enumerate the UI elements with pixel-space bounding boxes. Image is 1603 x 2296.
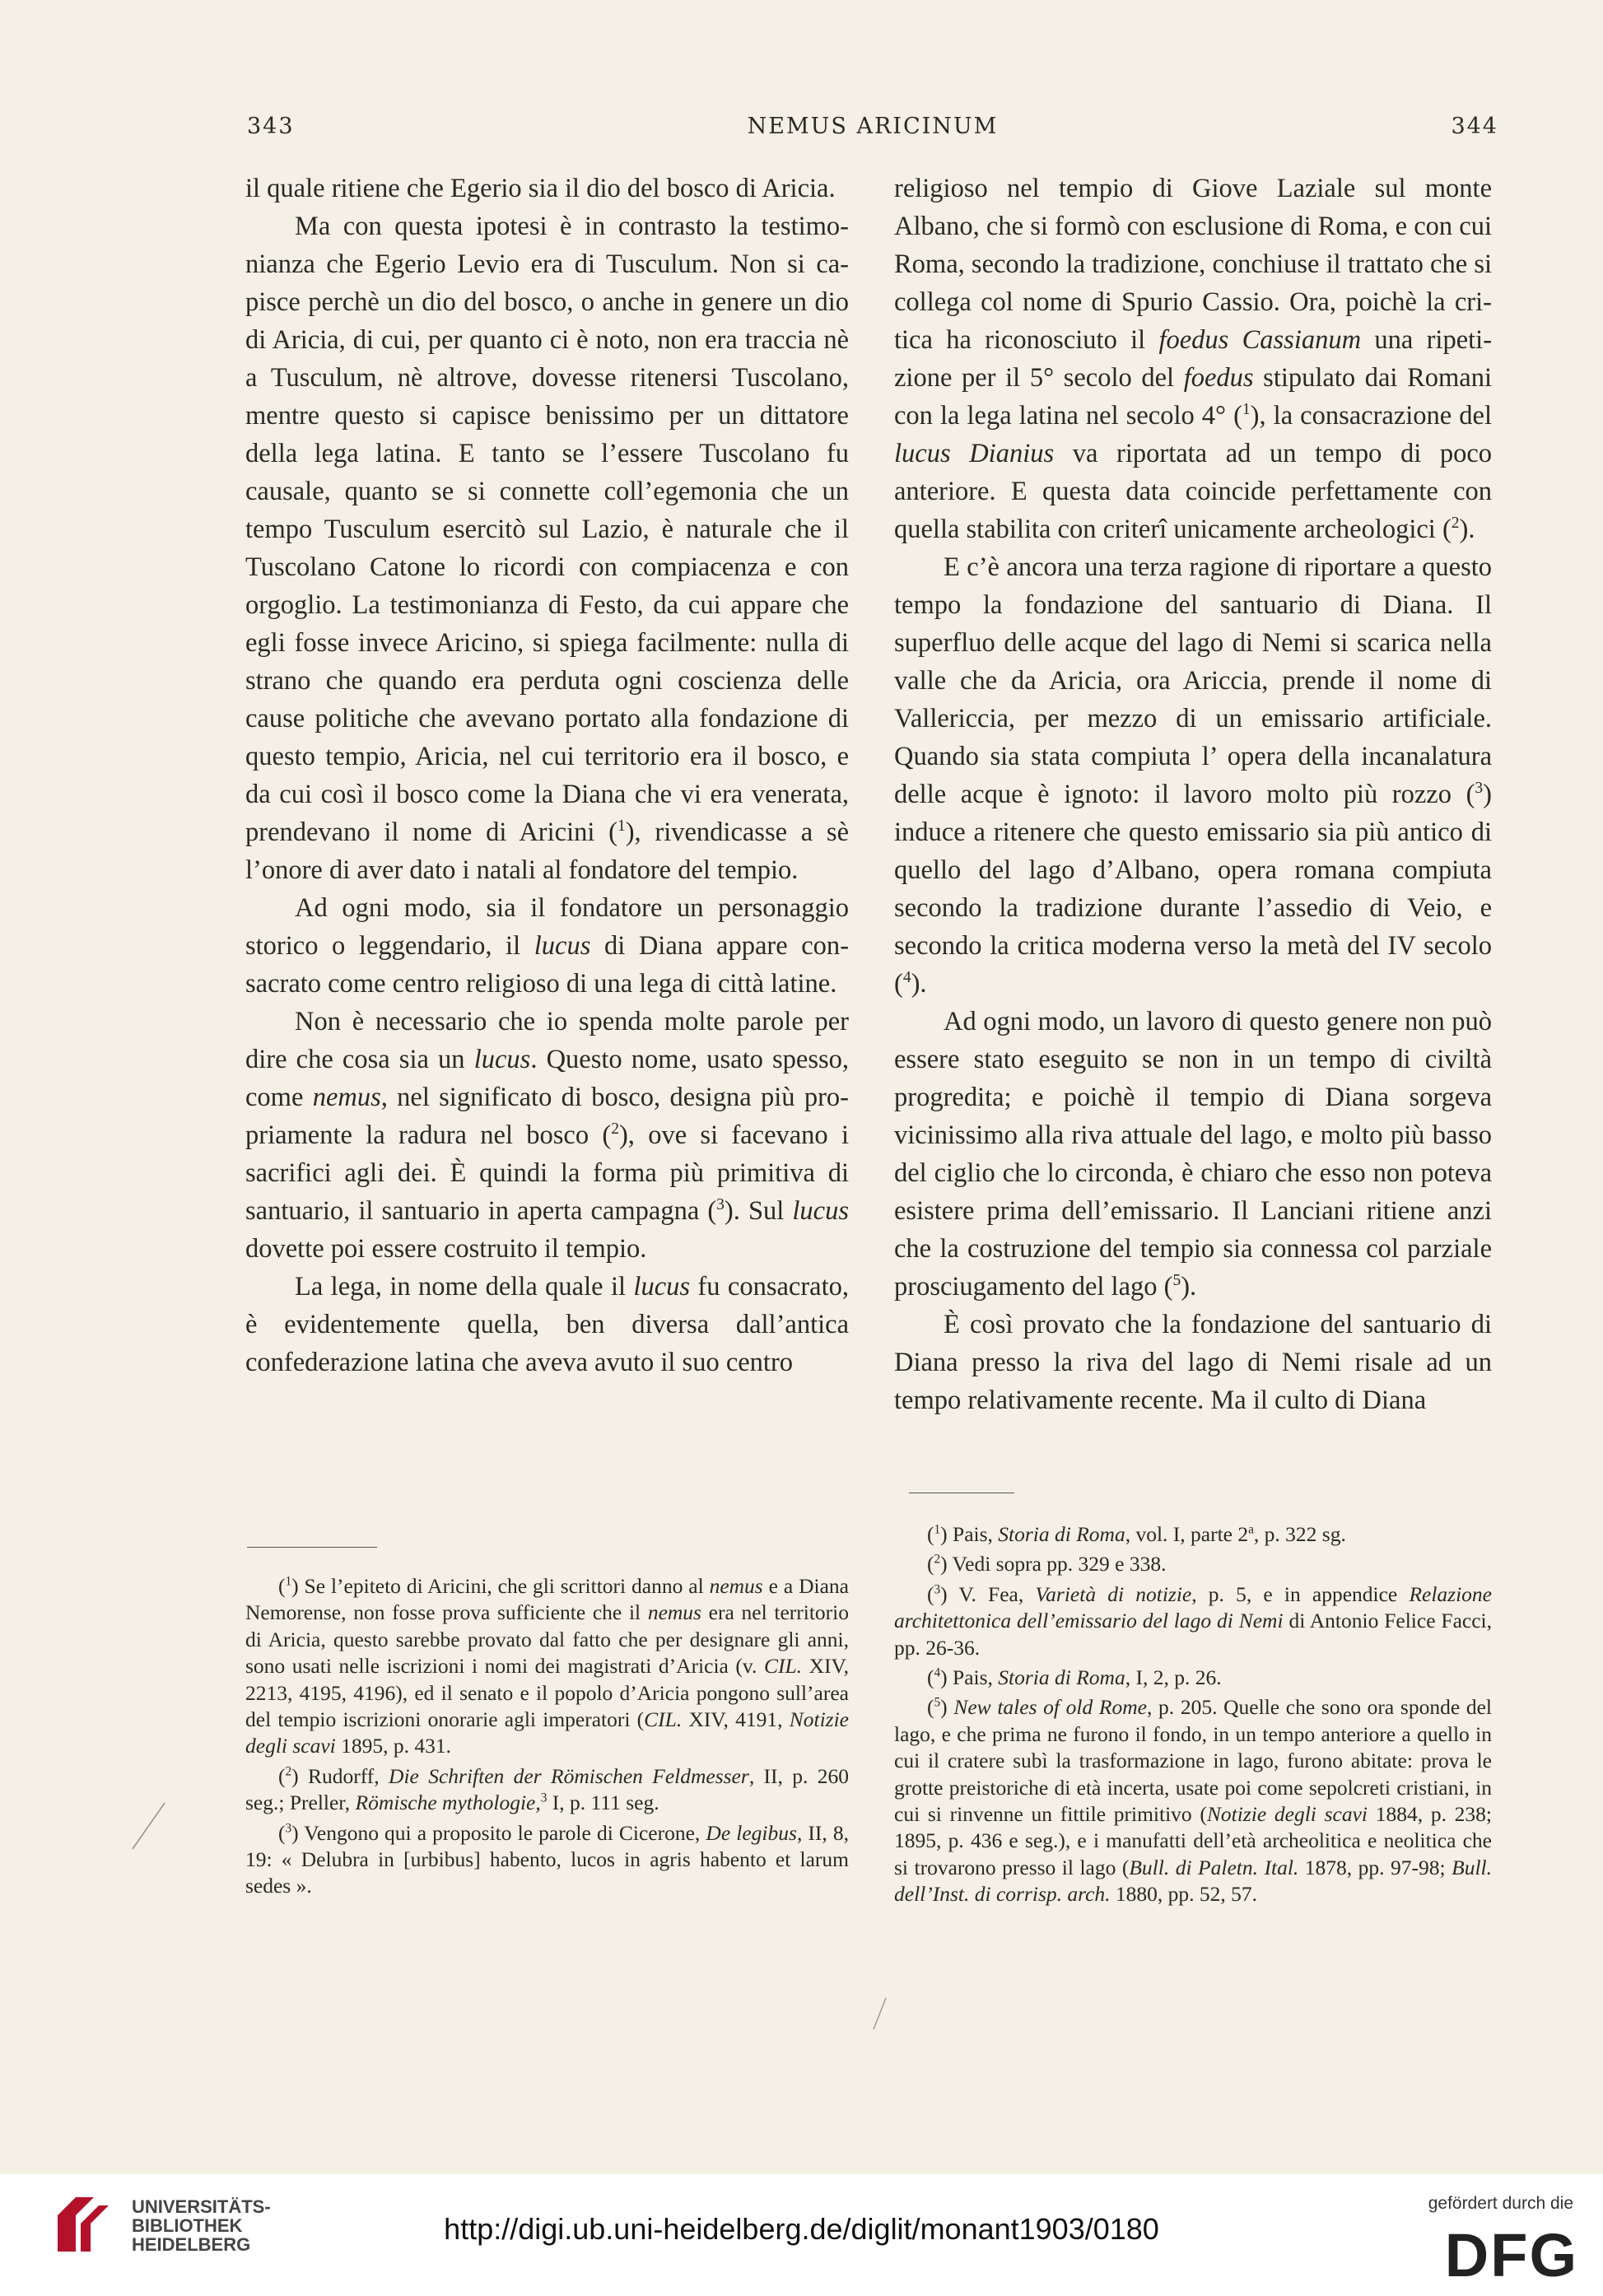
pencil-mark <box>871 1996 888 2031</box>
dfg-logo: DFG <box>1444 2221 1578 2289</box>
right-notes-paragraph: ($^1$) Pais, Storia di Roma, vol. I, parte 2$^a$, p. 322 sg. <box>927 1522 1346 1546</box>
running-head <box>247 114 1498 147</box>
page-number-right: 344 <box>1451 114 1498 139</box>
left-column-text <box>245 170 849 1381</box>
library-name: UNIVERSITÄTS- BIBLIOTHEK HEIDELBERG <box>132 2196 271 2255</box>
right-notes-paragraph: ($^4$) Pais, Storia di Roma, I, 2, p. 26. <box>927 1665 1222 1690</box>
left-notes-paragraph: ($^2$) Rudorff, Die Schriften der Römischen Feldmesser, II, p. 260 seg.; Preller, Römische mythologie,$^3$ I, p. 111 seg. <box>245 1763 850 1815</box>
left-footnotes <box>245 1573 849 1903</box>
funded-by-label: gefördert durch die <box>1428 2194 1573 2213</box>
permalink-url[interactable]: http://digi.ub.uni-heidelberg.de/diglit/monant1903/0180 <box>444 2212 1159 2246</box>
right-column-text <box>894 170 1492 1419</box>
left-column-paragraph: Ad ogni modo, sia il fondatore un personaggio storico o leggendario, il lucus di Diana appare consacrato come centro religioso di una lega di città latine. <box>245 893 850 999</box>
pencil-mark <box>130 1801 166 1852</box>
left-column-paragraph: La lega, in nome della quale il lucus fu consacrato, è evidentemente quella, ben diversa dall’antica confederazione latina che aveva avuto il suo centro <box>245 1272 849 1377</box>
left-column-paragraph: Non è necessario che io spenda molte parole per dire che cosa sia un lucus. Questo nome, usato spesso, come nemus, nel significato di bosco, designa più propriamente la radura nel bosco ($^2$), ove si facevano i sacrifici agli dei. È quindi la forma più primitiva di santuario, il santuario in aperta campagna ($^3$). Sul lucus dovette poi essere costruito il tempio. <box>245 1007 850 1264</box>
right-footnotes <box>894 1521 1492 1912</box>
right-column-paragraph: religioso nel tempio di Giove Laziale sul monte Albano, che si formò con esclusione di Roma, e con cui Roma, secondo la tradizione, conchiuse il trattato che si collega col nome di Spurio Cassio. Ora, poichè la critica ha riconosciuto il foedus Cassianum una ripetizione per il 5° secolo del foedus stipulato dai Romani con la lega latina nel secolo 4° ($^1$), la consacrazione del lucus Dianius va riportata ad un tempo di poco anteriore. E questa data coincide perfettamente con quella stabilita con criterî unicamente archeologici ($^2$). <box>894 174 1493 544</box>
left-column-paragraph: Ma con questa ipotesi è in contrasto la testimonianza che Egerio Levio era di Tusculum. Non si capisce perchè un dio del bosco, o anche in genere un dio di Aricia, di cui, per quanto ci è noto, non era traccia nè a Tusculum, nè altrove, dovesse ritenersi Tuscolano, mentre questo si capisce benissimo per un dittatore della lega latina. E tanto se l’essere Tuscolano fu causale, quanto se si connette coll’egemonia che un tempo Tusculum esercitò sul Lazio, è naturale che il Tuscolano Catone lo ricordi con compiacenza e con orgoglio. La testimonianza di Festo, da cui appare che egli fosse invece Aricino, si spiega facilmente: nulla di strano che quando era perduta ogni coscienza delle cause politiche che avevano portato alla fondazione di questo tempio, Aricia, nel cui territorio era il bosco, e da cui così il bosco come la Diana che vi era venerata, prendevano il nome di Aricini ($^1$), rivendicasse a sè l’onore di aver dato i natali al fondatore del tempio. <box>245 212 850 885</box>
running-title: NEMUS ARICINUM <box>747 114 999 139</box>
right-column-paragraph: È così provato che la fondazione del santuario di Diana presso la riva del lago di Nemi risale ad un tempo relativamente recente. Ma il culto di Diana <box>894 1310 1492 1415</box>
right-column-paragraph: E c’è ancora una terza ragione di riportare a questo tempo la fondazione del santuario di Diana. Il superfluo delle acque del lago di Nemi si scarica nella valle che da Aricia, ora Ariccia, prende il nome di Vallericcia, per mezzo di un emissario artificiale. Quando sia stata compiuta l’ opera della incanalatura delle acque è ignoto: il lavoro molto più rozzo ($^3$) induce a ritenere che questo emissario sia più antico di quello del lago d’Albano, opera romana compiuta secondo la tradizione durante l’assedio di Veio, e secondo la critica moderna verso la metà del IV secolo ($^4$). <box>894 552 1492 999</box>
digitization-footer <box>0 2174 1603 2296</box>
right-notes-paragraph: ($^3$) V. Fea, Varietà di notizie, p. 5, e in appendice Relazione architettonica dell’emissario del lago di Nemi di Antonio Felice Facci, pp. 26-36. <box>894 1581 1492 1660</box>
right-notes-paragraph: ($^5$) New tales of old Rome, p. 205. Quelle che sono ora sponde del lago, e che prima ne furono il fondo, in un tempo anteriore a quello in cui il cratere subì la trasformazione in lago, furono abitate: prova le grotte preistoriche di età incerta, usate poi come sepolcreti cristiani, in cui si rinvenne un fittile primitivo (Notizie degli scavi 1884, p. 238; 1895, p. 436 e seg.), e i manufatti dell’età archeolitica e neolitica che si trovarono presso il lago (Bull. di Paletn. Ital. 1878, pp. 97-98; Bull. dell’Inst. di corrisp. arch. 1880, pp. 52, 57. <box>894 1695 1493 1907</box>
left-notes-paragraph: ($^1$) Se l’epiteto di Aricini, che gli scrittori danno al nemus e a Diana Nemorense, non fosse prova sufficiente che il nemus era nel territorio di Aricia, questo sarebbe provato dal fatto che per designare gli anni, sono usati nelle iscrizioni i nomi dei magistrati d’Aricia (v. CIL. XIV, 2213, 4195, 4196), ed il senato e il popolo d’Aricia pongono sull’area del tempio iscrizioni onorarie agli imperatori (CIL. XIV, 4191, Notizie degli scavi 1895, p. 431. <box>245 1574 849 1758</box>
right-column-paragraph: Ad ogni modo, un lavoro di questo genere non può essere stato eseguito se non in un tempo di civiltà progredita; e poichè il tempio di Diana sorgeva vicinissimo alla riva attuale del lago, e molto più basso del ciglio che lo circonda, è chiaro che esso non poteva esistere prima dell’emissario. Il Lanciani ritiene anzi che la costruzione del tempio sia connessa col parziale prosciugamento del lago ($^5$). <box>894 1007 1492 1302</box>
footnote-rule-left <box>247 1547 377 1548</box>
page-number-left: 343 <box>247 114 295 139</box>
left-notes-paragraph: ($^3$) Vengono qui a proposito le parole di Cicerone, De legibus, II, 8, 19: « Delubra in [urbibus] habento, lucos in agris habento et larum sedes ». <box>245 1820 850 1898</box>
left-column-paragraph: il quale ritiene che Egerio sia il dio del bosco di Aricia. <box>245 174 836 203</box>
right-notes-paragraph: ($^2$) Vedi sopra pp. 329 e 338. <box>927 1552 1167 1576</box>
